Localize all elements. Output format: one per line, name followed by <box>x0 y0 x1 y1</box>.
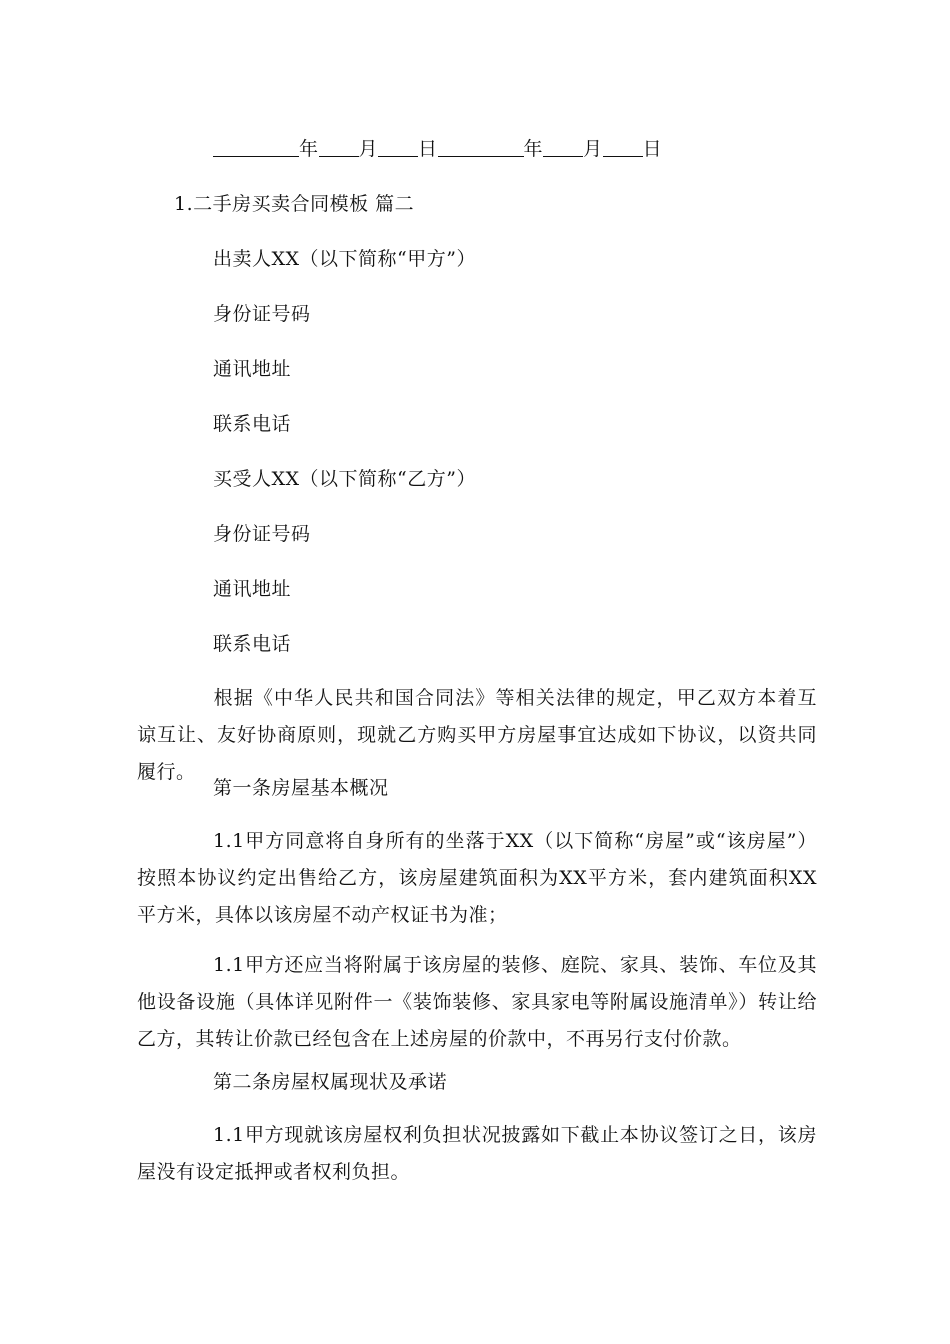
buyer-phone-line: 联系电话 <box>213 633 292 655</box>
month-blank-1 <box>319 136 359 157</box>
section-heading: 1.二手房买卖合同模板 篇二 <box>174 193 415 215</box>
buyer-id-line: 身份证号码 <box>213 523 311 545</box>
day-label-1: 日 <box>418 138 438 160</box>
signature-date-line <box>213 133 662 165</box>
year-blank-1 <box>213 136 299 157</box>
article1-item2-text: 1.1甲方还应当将附属于该房屋的装修、庭院、家具、装饰、车位及其他设备设施（具体详见附件一《装饰装修、家具家电等附属设施清单》）转让给乙方，其转让价款已经包含在上述房屋的价款中，不再另行支付价款。 <box>137 954 817 1050</box>
article1-item2-paragraph <box>137 947 817 1058</box>
day-blank-2 <box>603 136 643 157</box>
intro-text: 根据《中华人民共和国合同法》等相关法律的规定，甲乙双方本着互谅互让、友好协商原则，现就乙方购买甲方房屋事宜达成如下协议，以资共同履行。 <box>137 687 817 783</box>
buyer-line: 买受人XX（以下简称“乙方”） <box>213 468 476 490</box>
buyer-address-line: 通讯地址 <box>213 578 292 600</box>
seller-address-line: 通讯地址 <box>213 358 292 380</box>
article2-item1-paragraph <box>137 1117 817 1191</box>
year-label-1: 年 <box>299 138 319 160</box>
year-label-2: 年 <box>523 138 544 160</box>
month-label-1: 月 <box>358 138 379 160</box>
seller-id-line: 身份证号码 <box>213 303 311 325</box>
year-blank-2 <box>438 136 524 157</box>
article1-item1-text: 1.1甲方同意将自身所有的坐落于XX（以下简称“房屋”或“该房屋”）按照本协议约定出售给乙方，该房屋建筑面积为XX平方米，套内建筑面积XX平方米，具体以该房屋不动产权证书为准； <box>137 830 817 926</box>
day-blank-1 <box>378 136 418 157</box>
article2-item1-text: 1.1甲方现就该房屋权利负担状况披露如下截止本协议签订之日，该房屋没有设定抵押或者权利负担。 <box>137 1124 817 1183</box>
article1-item1-paragraph <box>137 823 817 934</box>
seller-line: 出卖人XX（以下简称“甲方”） <box>213 248 476 270</box>
article2-title: 第二条房屋权属现状及承诺 <box>213 1071 448 1093</box>
article1-title: 第一条房屋基本概况 <box>213 777 389 799</box>
seller-phone-line: 联系电话 <box>213 413 292 435</box>
month-blank-2 <box>543 136 583 157</box>
day-label-2: 日 <box>642 138 663 160</box>
month-label-2: 月 <box>583 138 603 160</box>
